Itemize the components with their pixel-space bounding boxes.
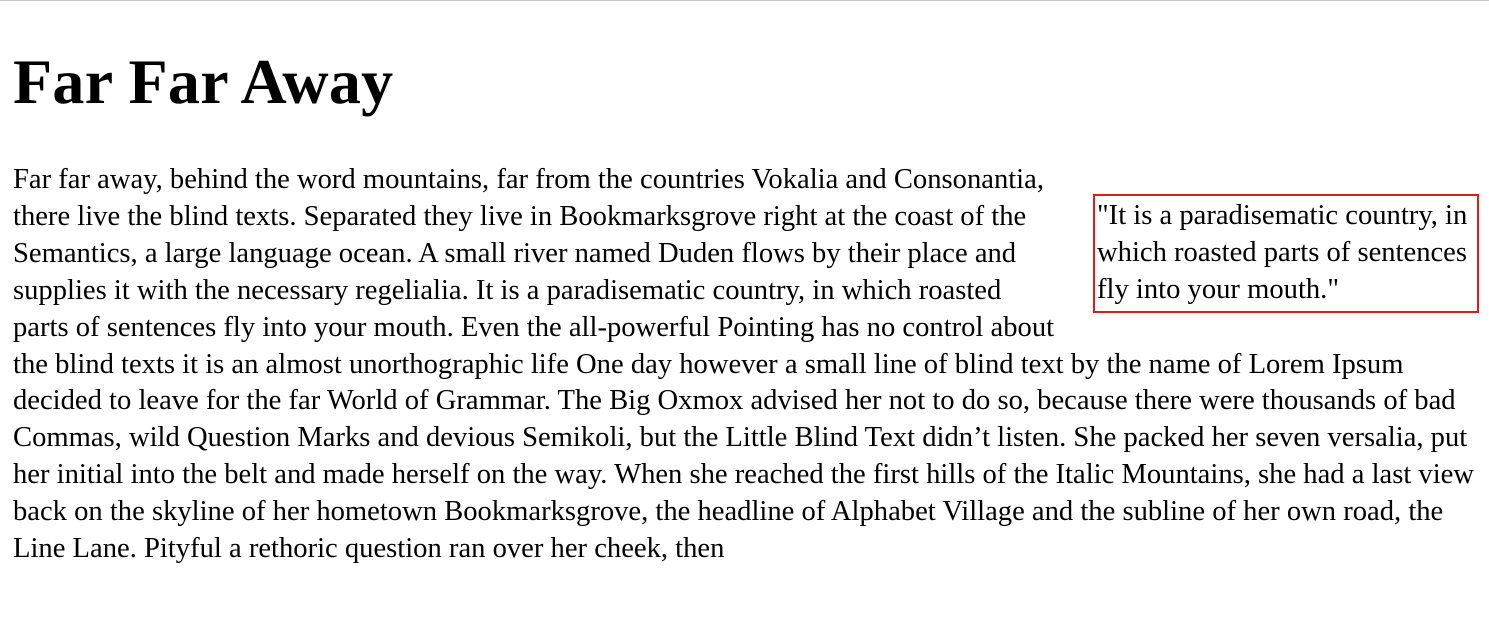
article-body (13, 162, 1479, 568)
pull-quote: "It is a paradisematic country, in which roasted parts of sentences fly into your mouth." (1093, 194, 1479, 313)
article-paragraph: Far far away, behind the word mountains, far from the countries Vokalia and Consonantia, there live the blind texts. Separated they live in Bookmarksgrove right at the coast of the Semantics, a large language ocean. A small river named Duden flows by their place and supplies it with the necessary regelialia. It is a paradisematic country, in which roasted parts of sentences fly into your mouth. Even the all-powerful Pointing has no control about the blind texts it is an almost unorthographic life One day however a small line of blind text by the name of Lorem Ipsum decided to leave for the far World of Grammar. The Big Oxmox advised her not to do so, because there were thousands of bad Commas, wild Question Marks and devious Semikoli, but the Little Blind Text didn’t listen. She packed her seven versalia, put her initial into the belt and made herself on the way. When she reached the first hills of the Italic Mountains, she had a last view back on the skyline of her hometown Bookmarksgrove, the headline of Alphabet Village and the subline of her own road, the Line Lane. Pityful a rethoric question ran over her cheek, then (13, 164, 1475, 565)
top-divider (0, 0, 1489, 1)
page-title: Far Far Away (13, 46, 394, 117)
